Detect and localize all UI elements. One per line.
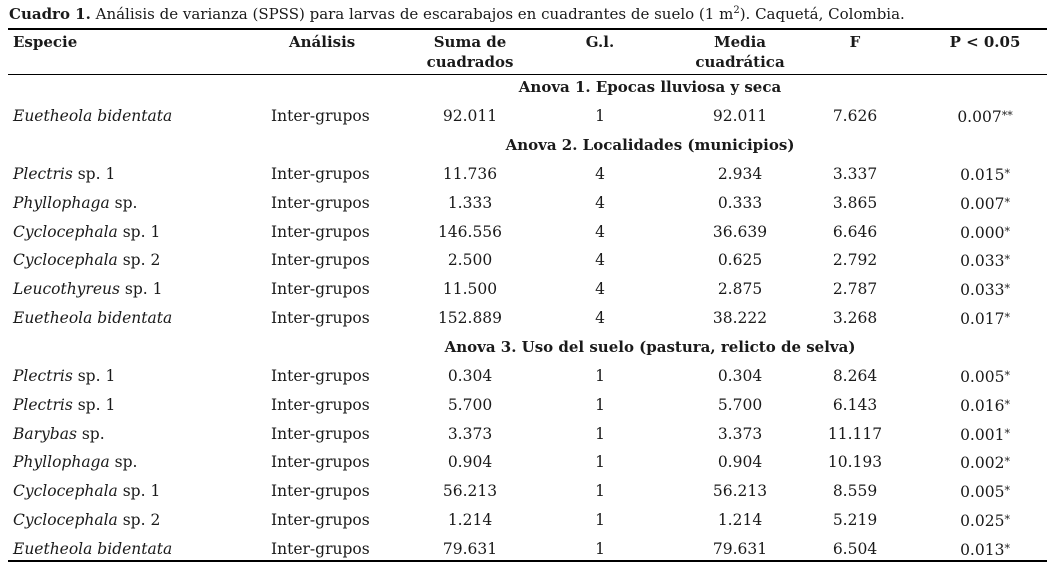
top-rule: [8, 28, 1047, 30]
media-cuadratica-cell: 2.934: [717, 165, 763, 183]
species-genus: Cyclocephala: [13, 251, 118, 270]
species-suffix: sp. 1: [72, 165, 116, 183]
suma-cuadrados-cell: 92.011: [442, 107, 498, 125]
analisis-cell: Inter-grupos: [271, 395, 370, 414]
p-value: 0.000: [960, 223, 1005, 242]
table-row: [0, 366, 1057, 394]
analisis-cell: Inter-grupos: [271, 193, 370, 212]
p-value: 0.017: [960, 310, 1005, 328]
significance-stars: **: [1001, 109, 1013, 122]
suma-cuadrados-cell: 2.500: [447, 251, 493, 270]
media-cuadratica-cell: 2.875: [717, 280, 763, 299]
significance-stars: *: [1004, 253, 1010, 267]
header-media-cuadratica: [660, 32, 820, 72]
f-cell: 7.626: [832, 107, 878, 125]
suma-cuadrados-cell: 0.904: [447, 453, 493, 472]
suma-cuadrados-cell: 56.213: [442, 482, 498, 501]
species-genus: Cyclocephala: [13, 482, 118, 501]
media-cuadratica-cell: 0.904: [717, 453, 763, 472]
f-cell: 5.219: [832, 511, 878, 529]
suma-cuadrados-cell: 5.700: [447, 395, 493, 414]
species-genus: Plectris: [13, 165, 73, 183]
species-cell: [13, 222, 160, 242]
gl-cell: 1: [595, 395, 605, 414]
species-suffix: sp.: [109, 193, 138, 212]
significance-stars: *: [1004, 484, 1010, 498]
caption-superscript: 2: [733, 5, 740, 16]
table-row: [0, 164, 1057, 192]
table-row: [0, 222, 1057, 250]
species-cell: [13, 193, 137, 213]
header-suma-line2: cuadrados: [426, 53, 514, 71]
significance-stars: *: [1004, 541, 1010, 555]
gl-cell: 1: [595, 539, 605, 558]
significance-stars: *: [1004, 167, 1010, 180]
species-cell: [13, 481, 160, 501]
p-value-cell: [925, 279, 1045, 300]
species-cell: [13, 279, 162, 299]
gl-cell: 4: [595, 165, 605, 183]
species-cell: [13, 366, 115, 386]
f-cell: 6.646: [832, 222, 878, 241]
f-cell: 6.504: [832, 539, 878, 558]
species-genus: Euetheola bidentata: [13, 309, 173, 327]
header-suma-line1: Suma de: [433, 33, 507, 51]
p-value: 0.001: [960, 425, 1005, 444]
analisis-cell: Inter-grupos: [271, 251, 370, 270]
species-genus: Plectris: [13, 367, 73, 385]
significance-stars: *: [1004, 195, 1010, 209]
species-cell: [13, 539, 172, 559]
analisis-cell: Inter-grupos: [271, 539, 370, 558]
gl-cell: 1: [595, 482, 605, 501]
media-cuadratica-cell: 3.373: [717, 424, 763, 443]
f-cell: 2.792: [832, 251, 878, 270]
analisis-cell: Inter-grupos: [271, 482, 370, 501]
f-cell: 8.264: [832, 367, 878, 385]
significance-stars: *: [1004, 513, 1010, 526]
gl-cell: 1: [595, 511, 605, 529]
gl-cell: 1: [595, 424, 605, 443]
header-analisis: Análisis: [289, 33, 356, 51]
analisis-cell: Inter-grupos: [271, 309, 370, 327]
species-suffix: sp. 1: [119, 280, 163, 299]
species-cell: [13, 164, 115, 184]
gl-cell: 4: [595, 280, 605, 299]
significance-stars: *: [1004, 369, 1010, 382]
table-row: [0, 279, 1057, 307]
header-gl: G.l.: [585, 33, 615, 51]
p-value: 0.005: [960, 483, 1005, 502]
species-genus: Euetheola bidentata: [13, 539, 173, 558]
significance-stars: *: [1004, 282, 1010, 296]
p-value-cell: [925, 308, 1045, 329]
suma-cuadrados-cell: 146.556: [437, 222, 503, 241]
p-value: 0.016: [960, 396, 1005, 415]
significance-stars: *: [1004, 455, 1010, 469]
media-cuadratica-cell: 1.214: [717, 511, 763, 529]
gl-cell: 1: [595, 367, 605, 385]
table-row: [0, 250, 1057, 278]
species-cell: [13, 395, 115, 415]
media-cuadratica-cell: 5.700: [717, 395, 763, 414]
analisis-cell: Inter-grupos: [271, 107, 370, 125]
p-value-cell: [925, 366, 1045, 387]
gl-cell: 4: [595, 251, 605, 270]
species-genus: Phyllophaga: [13, 193, 110, 212]
media-cuadratica-cell: 36.639: [712, 222, 768, 241]
suma-cuadrados-cell: 0.304: [447, 367, 493, 385]
table-row: [0, 193, 1057, 221]
species-suffix: sp. 1: [72, 395, 116, 414]
species-cell: [13, 452, 137, 472]
species-genus: Plectris: [13, 395, 73, 414]
p-value: 0.007: [960, 194, 1005, 213]
p-value-cell: [925, 222, 1045, 243]
species-suffix: sp. 1: [117, 222, 161, 241]
species-cell: [13, 106, 172, 126]
p-value: 0.005: [960, 368, 1005, 386]
analisis-cell: Inter-grupos: [271, 367, 370, 385]
gl-cell: 1: [595, 453, 605, 472]
media-cuadratica-cell: 92.011: [712, 107, 768, 125]
species-suffix: sp. 2: [117, 251, 161, 270]
suma-cuadrados-cell: 1.214: [447, 511, 493, 529]
species-genus: Cyclocephala: [13, 511, 118, 529]
p-value-cell: [925, 193, 1045, 214]
significance-stars: *: [1004, 426, 1010, 440]
species-genus: Euetheola bidentata: [13, 107, 173, 125]
table-row: [0, 539, 1057, 567]
analisis-cell: Inter-grupos: [271, 280, 370, 299]
species-cell: [13, 510, 160, 530]
suma-cuadrados-cell: 11.500: [442, 280, 498, 299]
gl-cell: 4: [595, 193, 605, 212]
species-suffix: sp. 1: [72, 367, 116, 385]
f-cell: 8.559: [832, 482, 878, 501]
gl-cell: 4: [595, 309, 605, 327]
bottom-rule: [8, 560, 1047, 562]
anova-group-title: Anova 1. Epocas lluviosa y seca: [518, 78, 782, 96]
p-value: 0.033: [960, 281, 1005, 300]
p-value-cell: [925, 250, 1045, 271]
species-cell: [13, 250, 160, 270]
f-cell: 11.117: [827, 424, 883, 443]
header-f: F: [849, 33, 861, 51]
analisis-cell: Inter-grupos: [271, 222, 370, 241]
p-value-cell: [925, 164, 1045, 185]
p-value: 0.007: [957, 108, 1002, 126]
species-genus: Phyllophaga: [13, 453, 110, 472]
f-cell: 3.865: [832, 193, 878, 212]
media-cuadratica-cell: 38.222: [712, 309, 768, 327]
table-row: [0, 308, 1057, 336]
species-genus: Cyclocephala: [13, 222, 118, 241]
table-row: [0, 106, 1057, 134]
header-p: P < 0.05: [949, 33, 1021, 51]
anova-group-title: Anova 2. Localidades (municipios): [505, 136, 795, 154]
header-suma-cuadrados: [390, 32, 550, 72]
p-value-cell: [925, 510, 1045, 531]
significance-stars: *: [1004, 224, 1010, 238]
species-suffix: sp.: [76, 424, 105, 443]
table-row: [0, 481, 1057, 509]
p-value: 0.033: [960, 252, 1005, 271]
significance-stars: *: [1004, 311, 1010, 324]
p-value-cell: [925, 539, 1045, 560]
media-cuadratica-cell: 0.304: [717, 367, 763, 385]
species-cell: [13, 424, 105, 444]
species-suffix: sp. 2: [117, 511, 161, 529]
suma-cuadrados-cell: 11.736: [442, 165, 498, 183]
p-value: 0.013: [960, 540, 1005, 559]
f-cell: 6.143: [832, 395, 878, 414]
anova-group-title: Anova 3. Uso del suelo (pastura, relicto de selva): [444, 338, 856, 356]
gl-cell: 4: [595, 222, 605, 241]
table-row: [0, 452, 1057, 480]
suma-cuadrados-cell: 3.373: [447, 424, 493, 443]
f-cell: 2.787: [832, 280, 878, 299]
media-cuadratica-cell: 79.631: [712, 539, 768, 558]
header-media-line1: Media: [713, 33, 767, 51]
table-row: [0, 510, 1057, 538]
caption-label: Cuadro 1.: [9, 5, 91, 23]
species-cell: [13, 308, 172, 328]
header-rule: [8, 74, 1047, 75]
p-value-cell: [925, 106, 1045, 127]
analisis-cell: Inter-grupos: [271, 453, 370, 472]
significance-stars: *: [1004, 397, 1010, 411]
header-especie: Especie: [13, 33, 78, 51]
table-row: [0, 424, 1057, 452]
table-row: [0, 395, 1057, 423]
header-media-line2: cuadrática: [695, 53, 785, 71]
caption-text: Análisis de varianza (SPSS) para larvas de escarabajos en cuadrantes de suelo (1 m: [95, 5, 734, 23]
analisis-cell: Inter-grupos: [271, 511, 370, 529]
species-genus: Leucothyreus: [13, 280, 120, 299]
p-value-cell: [925, 424, 1045, 445]
analisis-cell: Inter-grupos: [271, 165, 370, 183]
gl-cell: 1: [595, 107, 605, 125]
suma-cuadrados-cell: 1.333: [447, 193, 493, 212]
suma-cuadrados-cell: 79.631: [442, 539, 498, 558]
caption-text-end: ). Caquetá, Colombia.: [739, 5, 905, 23]
p-value-cell: [925, 481, 1045, 502]
media-cuadratica-cell: 56.213: [712, 482, 768, 501]
f-cell: 3.337: [832, 165, 878, 183]
p-value: 0.002: [960, 454, 1005, 473]
p-value-cell: [925, 452, 1045, 473]
species-suffix: sp.: [109, 453, 138, 472]
p-value-cell: [925, 395, 1045, 416]
f-cell: 3.268: [832, 309, 878, 327]
media-cuadratica-cell: 0.333: [717, 193, 763, 212]
species-genus: Barybas: [13, 424, 77, 443]
p-value: 0.015: [960, 166, 1005, 184]
media-cuadratica-cell: 0.625: [717, 251, 763, 270]
species-suffix: sp. 1: [117, 482, 161, 501]
table-caption: [9, 3, 905, 25]
suma-cuadrados-cell: 152.889: [437, 309, 503, 327]
p-value: 0.025: [960, 512, 1005, 530]
analisis-cell: Inter-grupos: [271, 424, 370, 443]
f-cell: 10.193: [827, 453, 883, 472]
